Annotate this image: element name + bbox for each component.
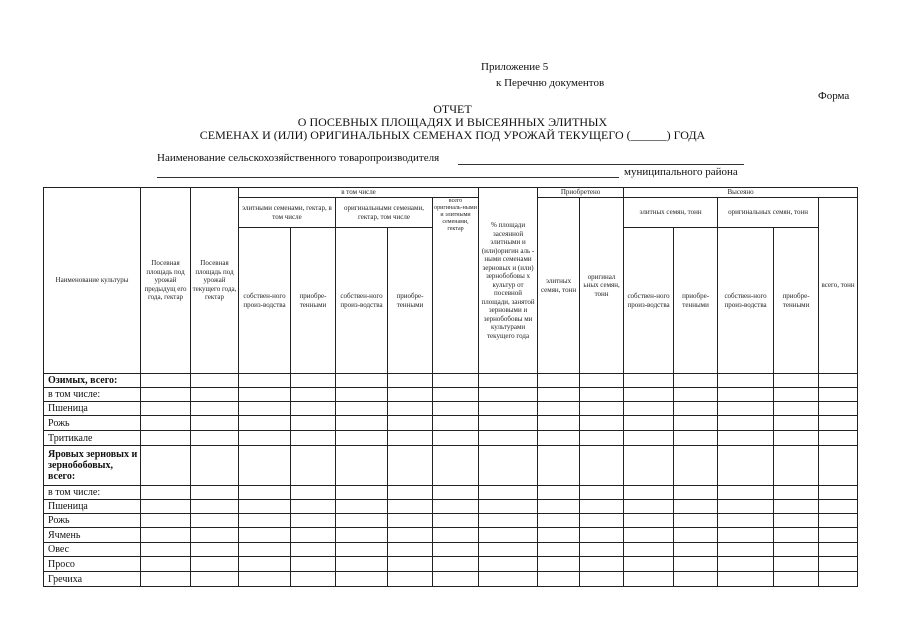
- table-cell[interactable]: [624, 388, 674, 402]
- table-cell[interactable]: [191, 431, 239, 446]
- header-purchased-elite: элитных семян, тонн: [538, 198, 580, 374]
- table-row: [44, 528, 858, 543]
- table-cell[interactable]: [388, 388, 433, 402]
- table-cell[interactable]: [239, 572, 291, 587]
- table-cell[interactable]: [479, 388, 538, 402]
- table-cell[interactable]: [433, 416, 479, 431]
- header-sown: Высеяно: [624, 188, 858, 198]
- table-cell[interactable]: [718, 431, 774, 446]
- table-cell[interactable]: [141, 514, 191, 528]
- table-cell[interactable]: [433, 431, 479, 446]
- table-cell[interactable]: [580, 500, 624, 514]
- table-cell[interactable]: [580, 543, 624, 557]
- table-cell[interactable]: [718, 486, 774, 500]
- table-cell[interactable]: [718, 572, 774, 587]
- table-cell[interactable]: [538, 374, 580, 388]
- table-cell[interactable]: [774, 514, 819, 528]
- table-cell[interactable]: [624, 514, 674, 528]
- table-row: [44, 416, 858, 431]
- table-cell[interactable]: [819, 514, 858, 528]
- table-cell[interactable]: [580, 514, 624, 528]
- table-cell[interactable]: [433, 446, 479, 486]
- table-cell[interactable]: [336, 528, 388, 543]
- table-cell[interactable]: [336, 514, 388, 528]
- table-cell[interactable]: [674, 528, 718, 543]
- table-cell[interactable]: [388, 446, 433, 486]
- header-original-seeds-area: оригинальными семенами, гектар, том числе: [336, 198, 433, 228]
- table-cell[interactable]: [819, 431, 858, 446]
- table-cell[interactable]: [479, 528, 538, 543]
- table-cell[interactable]: [433, 557, 479, 572]
- header-culture: Наименование культуры: [44, 188, 141, 374]
- table-cell[interactable]: [580, 388, 624, 402]
- table-cell[interactable]: [624, 374, 674, 388]
- table-cell[interactable]: [291, 572, 336, 587]
- form-label: Форма: [818, 90, 850, 102]
- table-cell[interactable]: [819, 446, 858, 486]
- table-cell[interactable]: [479, 416, 538, 431]
- table-cell[interactable]: [479, 500, 538, 514]
- table-cell[interactable]: [433, 486, 479, 500]
- table-cell[interactable]: [388, 528, 433, 543]
- table-cell[interactable]: [141, 374, 191, 388]
- table-cell[interactable]: [141, 543, 191, 557]
- table-cell[interactable]: [580, 402, 624, 416]
- table-cell[interactable]: [580, 431, 624, 446]
- header-total-original-elite: всего оригиналь-ными и элитными семенами, гектар: [433, 198, 479, 374]
- table-cell[interactable]: [291, 500, 336, 514]
- table-cell[interactable]: [674, 500, 718, 514]
- table-cell[interactable]: [141, 557, 191, 572]
- table-cell[interactable]: [580, 557, 624, 572]
- table-cell[interactable]: [141, 446, 191, 486]
- table-cell[interactable]: [291, 416, 336, 431]
- header-sown-elite-own: собствен-ного произ-водства: [624, 228, 674, 374]
- header-sown-original-purchased: приобре-тенными: [774, 228, 819, 374]
- table-cell[interactable]: [580, 528, 624, 543]
- table-cell[interactable]: [819, 402, 858, 416]
- table-cell[interactable]: [624, 446, 674, 486]
- table-cell[interactable]: [239, 557, 291, 572]
- table-cell[interactable]: [819, 543, 858, 557]
- table-cell[interactable]: [336, 446, 388, 486]
- table-cell[interactable]: [580, 486, 624, 500]
- table-cell[interactable]: [433, 500, 479, 514]
- appendix-number: Приложение 5: [481, 61, 549, 73]
- table-cell[interactable]: [239, 402, 291, 416]
- table-cell[interactable]: [718, 446, 774, 486]
- table-cell[interactable]: [774, 557, 819, 572]
- table-cell[interactable]: [336, 431, 388, 446]
- table-cell[interactable]: [580, 572, 624, 587]
- table-cell[interactable]: [624, 557, 674, 572]
- table-row: [44, 446, 858, 486]
- table-cell[interactable]: [624, 528, 674, 543]
- table-cell[interactable]: [479, 543, 538, 557]
- table-cell[interactable]: [674, 514, 718, 528]
- table-cell[interactable]: [336, 543, 388, 557]
- header-sown-elite-purchased: приобре-тенными: [674, 228, 718, 374]
- table-cell[interactable]: [239, 543, 291, 557]
- table-cell[interactable]: [388, 431, 433, 446]
- table-cell[interactable]: [718, 514, 774, 528]
- header-sown-original-own: собствен-ного произ-водства: [718, 228, 774, 374]
- row-label: Яровых зерновых и зернобобовых, всего:: [44, 446, 141, 486]
- table-cell[interactable]: [774, 446, 819, 486]
- table-cell[interactable]: [819, 528, 858, 543]
- table-cell[interactable]: [538, 557, 580, 572]
- header-purchased: Приобретено: [538, 188, 624, 198]
- table-cell[interactable]: [538, 500, 580, 514]
- row-label: в том числе:: [44, 486, 141, 500]
- table-cell[interactable]: [674, 557, 718, 572]
- table-cell[interactable]: [819, 416, 858, 431]
- table-cell[interactable]: [191, 514, 239, 528]
- header-area-previous-year: Посевная площадь под урожай предыдущ его года, гектар: [141, 188, 191, 374]
- table-cell[interactable]: [774, 528, 819, 543]
- table-cell[interactable]: [191, 446, 239, 486]
- table-cell[interactable]: [239, 416, 291, 431]
- table-row: [44, 486, 858, 500]
- table-cell[interactable]: [191, 572, 239, 587]
- header-area-current-year: Посевная площадь под урожай текущего года, гектар: [191, 188, 239, 374]
- table-cell[interactable]: [624, 543, 674, 557]
- table-cell[interactable]: [239, 486, 291, 500]
- table-cell[interactable]: [336, 416, 388, 431]
- report-subtitle-line1: О ПОСЕВНЫХ ПЛОЩАДЯХ И ВЫСЕЯННЫХ ЭЛИТНЫХ: [297, 115, 608, 129]
- table-cell[interactable]: [141, 388, 191, 402]
- table-cell[interactable]: [674, 543, 718, 557]
- table-cell[interactable]: [239, 514, 291, 528]
- table-cell[interactable]: [388, 572, 433, 587]
- table-cell[interactable]: [141, 402, 191, 416]
- table-row: [44, 572, 858, 587]
- table-row: [44, 543, 858, 557]
- producer-name-line[interactable]: [458, 164, 744, 165]
- table-cell[interactable]: [774, 374, 819, 388]
- row-label: в том числе:: [44, 388, 141, 402]
- table-row: [44, 431, 858, 446]
- table-cell[interactable]: [388, 500, 433, 514]
- table-cell[interactable]: [291, 514, 336, 528]
- table-cell[interactable]: [433, 514, 479, 528]
- table-cell[interactable]: [674, 402, 718, 416]
- row-label: Тритикале: [44, 431, 141, 446]
- table-cell[interactable]: [191, 543, 239, 557]
- table-cell[interactable]: [291, 431, 336, 446]
- table-cell[interactable]: [774, 486, 819, 500]
- table-row: [44, 402, 858, 416]
- table-cell[interactable]: [291, 543, 336, 557]
- table-cell[interactable]: [479, 446, 538, 486]
- table-cell[interactable]: [819, 500, 858, 514]
- table-cell[interactable]: [479, 514, 538, 528]
- table-cell[interactable]: [388, 416, 433, 431]
- row-label: Ячмень: [44, 528, 141, 543]
- table-cell[interactable]: [538, 388, 580, 402]
- header-elite-purchased: приобре-тенными: [291, 228, 336, 374]
- district-label: муниципального района: [624, 166, 738, 178]
- report-subtitle-line2: СЕМЕНАХ И (ИЛИ) ОРИГИНАЛЬНЫХ СЕМЕНАХ ПОД УРОЖАЙ ТЕКУЩЕГО (______) ГОДА: [199, 128, 706, 142]
- table-row: [44, 388, 858, 402]
- table-cell[interactable]: [718, 416, 774, 431]
- table-cell[interactable]: [538, 431, 580, 446]
- table-cell[interactable]: [718, 374, 774, 388]
- table-cell[interactable]: [191, 486, 239, 500]
- table-cell[interactable]: [141, 528, 191, 543]
- table-cell[interactable]: [388, 486, 433, 500]
- header-percent-area: % площади засеянной элитными и (или)оригин аль - ными семенами зерновых и (или) зернобобовы х культур от посевной площади, занятой зерновыми и зернобобовы ми культурами текущего года: [479, 188, 538, 374]
- table-cell[interactable]: [479, 402, 538, 416]
- table-row: [44, 514, 858, 528]
- table-cell[interactable]: [718, 402, 774, 416]
- table-cell[interactable]: [336, 500, 388, 514]
- table-cell[interactable]: [191, 557, 239, 572]
- table-cell[interactable]: [819, 557, 858, 572]
- table-cell[interactable]: [433, 374, 479, 388]
- table-cell[interactable]: [433, 388, 479, 402]
- table-cell[interactable]: [239, 388, 291, 402]
- table-cell[interactable]: [336, 557, 388, 572]
- table-cell[interactable]: [624, 500, 674, 514]
- table-cell[interactable]: [388, 514, 433, 528]
- header-purchased-original: оригинал ьных семян, тонн: [580, 198, 624, 374]
- table-cell[interactable]: [580, 446, 624, 486]
- table-cell[interactable]: [718, 528, 774, 543]
- table-cell[interactable]: [336, 374, 388, 388]
- table-cell[interactable]: [141, 431, 191, 446]
- table-cell[interactable]: [291, 486, 336, 500]
- table-cell[interactable]: [538, 402, 580, 416]
- table-cell[interactable]: [538, 416, 580, 431]
- header-including: в том числе: [239, 188, 479, 198]
- table-cell[interactable]: [433, 528, 479, 543]
- table-cell[interactable]: [239, 431, 291, 446]
- table-cell[interactable]: [191, 388, 239, 402]
- header-sown-original: оригинальных семян, тонн: [718, 198, 819, 228]
- table-cell[interactable]: [819, 388, 858, 402]
- table-cell[interactable]: [239, 500, 291, 514]
- header-sown-elite: элитных семян, тонн: [624, 198, 718, 228]
- report-table: [43, 187, 858, 587]
- table-cell[interactable]: [336, 486, 388, 500]
- table-cell[interactable]: [479, 557, 538, 572]
- table-cell[interactable]: [819, 572, 858, 587]
- table-cell[interactable]: [674, 374, 718, 388]
- row-label: Пшеница: [44, 402, 141, 416]
- table-cell[interactable]: [538, 572, 580, 587]
- row-label: Овес: [44, 543, 141, 557]
- producer-label: Наименование сельскохозяйственного товаропроизводителя: [157, 152, 440, 164]
- table-cell[interactable]: [774, 500, 819, 514]
- table-cell[interactable]: [538, 486, 580, 500]
- table-cell[interactable]: [388, 402, 433, 416]
- table-cell[interactable]: [291, 374, 336, 388]
- table-cell[interactable]: [624, 486, 674, 500]
- table-cell[interactable]: [141, 416, 191, 431]
- table-cell[interactable]: [291, 557, 336, 572]
- table-cell[interactable]: [388, 374, 433, 388]
- row-label: Рожь: [44, 514, 141, 528]
- row-label: Озимых, всего:: [44, 374, 141, 388]
- table-cell[interactable]: [538, 528, 580, 543]
- table-cell[interactable]: [624, 431, 674, 446]
- table-cell[interactable]: [774, 543, 819, 557]
- header-elite-own: собствен-ного произ-водства: [239, 228, 291, 374]
- table-cell[interactable]: [336, 572, 388, 587]
- table-cell[interactable]: [674, 431, 718, 446]
- table-cell[interactable]: [291, 388, 336, 402]
- table-cell[interactable]: [674, 388, 718, 402]
- table-cell[interactable]: [718, 388, 774, 402]
- table-cell[interactable]: [718, 543, 774, 557]
- report-title: ОТЧЕТ: [433, 102, 472, 116]
- table-cell[interactable]: [291, 446, 336, 486]
- table-cell[interactable]: [774, 572, 819, 587]
- table-cell[interactable]: [674, 416, 718, 431]
- table-cell[interactable]: [624, 416, 674, 431]
- table-cell[interactable]: [674, 446, 718, 486]
- table-cell[interactable]: [141, 500, 191, 514]
- table-cell[interactable]: [239, 446, 291, 486]
- table-cell[interactable]: [580, 374, 624, 388]
- table-cell[interactable]: [774, 388, 819, 402]
- table-cell[interactable]: [479, 374, 538, 388]
- table-cell[interactable]: [479, 486, 538, 500]
- table-cell[interactable]: [191, 500, 239, 514]
- table-cell[interactable]: [191, 402, 239, 416]
- table-cell[interactable]: [624, 402, 674, 416]
- table-cell[interactable]: [479, 572, 538, 587]
- appendix-reference: к Перечню документов: [496, 77, 605, 89]
- table-cell[interactable]: [538, 543, 580, 557]
- header-elite-seeds-area: элитными семенами, гектар, в том числе: [239, 198, 336, 228]
- table-cell[interactable]: [388, 557, 433, 572]
- table-cell[interactable]: [433, 572, 479, 587]
- table-cell[interactable]: [819, 486, 858, 500]
- table-cell[interactable]: [718, 557, 774, 572]
- row-label: Рожь: [44, 416, 141, 431]
- table-cell[interactable]: [388, 543, 433, 557]
- table-cell[interactable]: [191, 528, 239, 543]
- table-cell[interactable]: [239, 374, 291, 388]
- table-cell[interactable]: [433, 543, 479, 557]
- header-sown-total: всего, тонн: [819, 198, 858, 374]
- table-cell[interactable]: [774, 402, 819, 416]
- table-cell[interactable]: [191, 374, 239, 388]
- table-cell[interactable]: [624, 572, 674, 587]
- table-row: [44, 374, 858, 388]
- table-cell[interactable]: [538, 514, 580, 528]
- table-row: [44, 557, 858, 572]
- table-cell[interactable]: [239, 528, 291, 543]
- table-cell[interactable]: [538, 446, 580, 486]
- table-cell[interactable]: [336, 388, 388, 402]
- table-cell[interactable]: [674, 572, 718, 587]
- table-cell[interactable]: [674, 486, 718, 500]
- table-row: [44, 500, 858, 514]
- header-original-purchased: приобре-тенными: [388, 228, 433, 374]
- table-cell[interactable]: [580, 416, 624, 431]
- table-cell[interactable]: [336, 402, 388, 416]
- table-cell[interactable]: [774, 431, 819, 446]
- table-cell[interactable]: [479, 431, 538, 446]
- header-original-own: собствен-ного произ-водства: [336, 228, 388, 374]
- table-cell[interactable]: [819, 374, 858, 388]
- district-name-line[interactable]: [157, 177, 619, 178]
- table-cell[interactable]: [191, 416, 239, 431]
- table-cell[interactable]: [774, 416, 819, 431]
- table-cell[interactable]: [291, 528, 336, 543]
- table-cell[interactable]: [141, 486, 191, 500]
- table-cell[interactable]: [141, 572, 191, 587]
- row-label: Гречиха: [44, 572, 141, 587]
- table-cell[interactable]: [718, 500, 774, 514]
- row-label: Пшеница: [44, 500, 141, 514]
- table-cell[interactable]: [433, 402, 479, 416]
- table-cell[interactable]: [291, 402, 336, 416]
- row-label: Просо: [44, 557, 141, 572]
